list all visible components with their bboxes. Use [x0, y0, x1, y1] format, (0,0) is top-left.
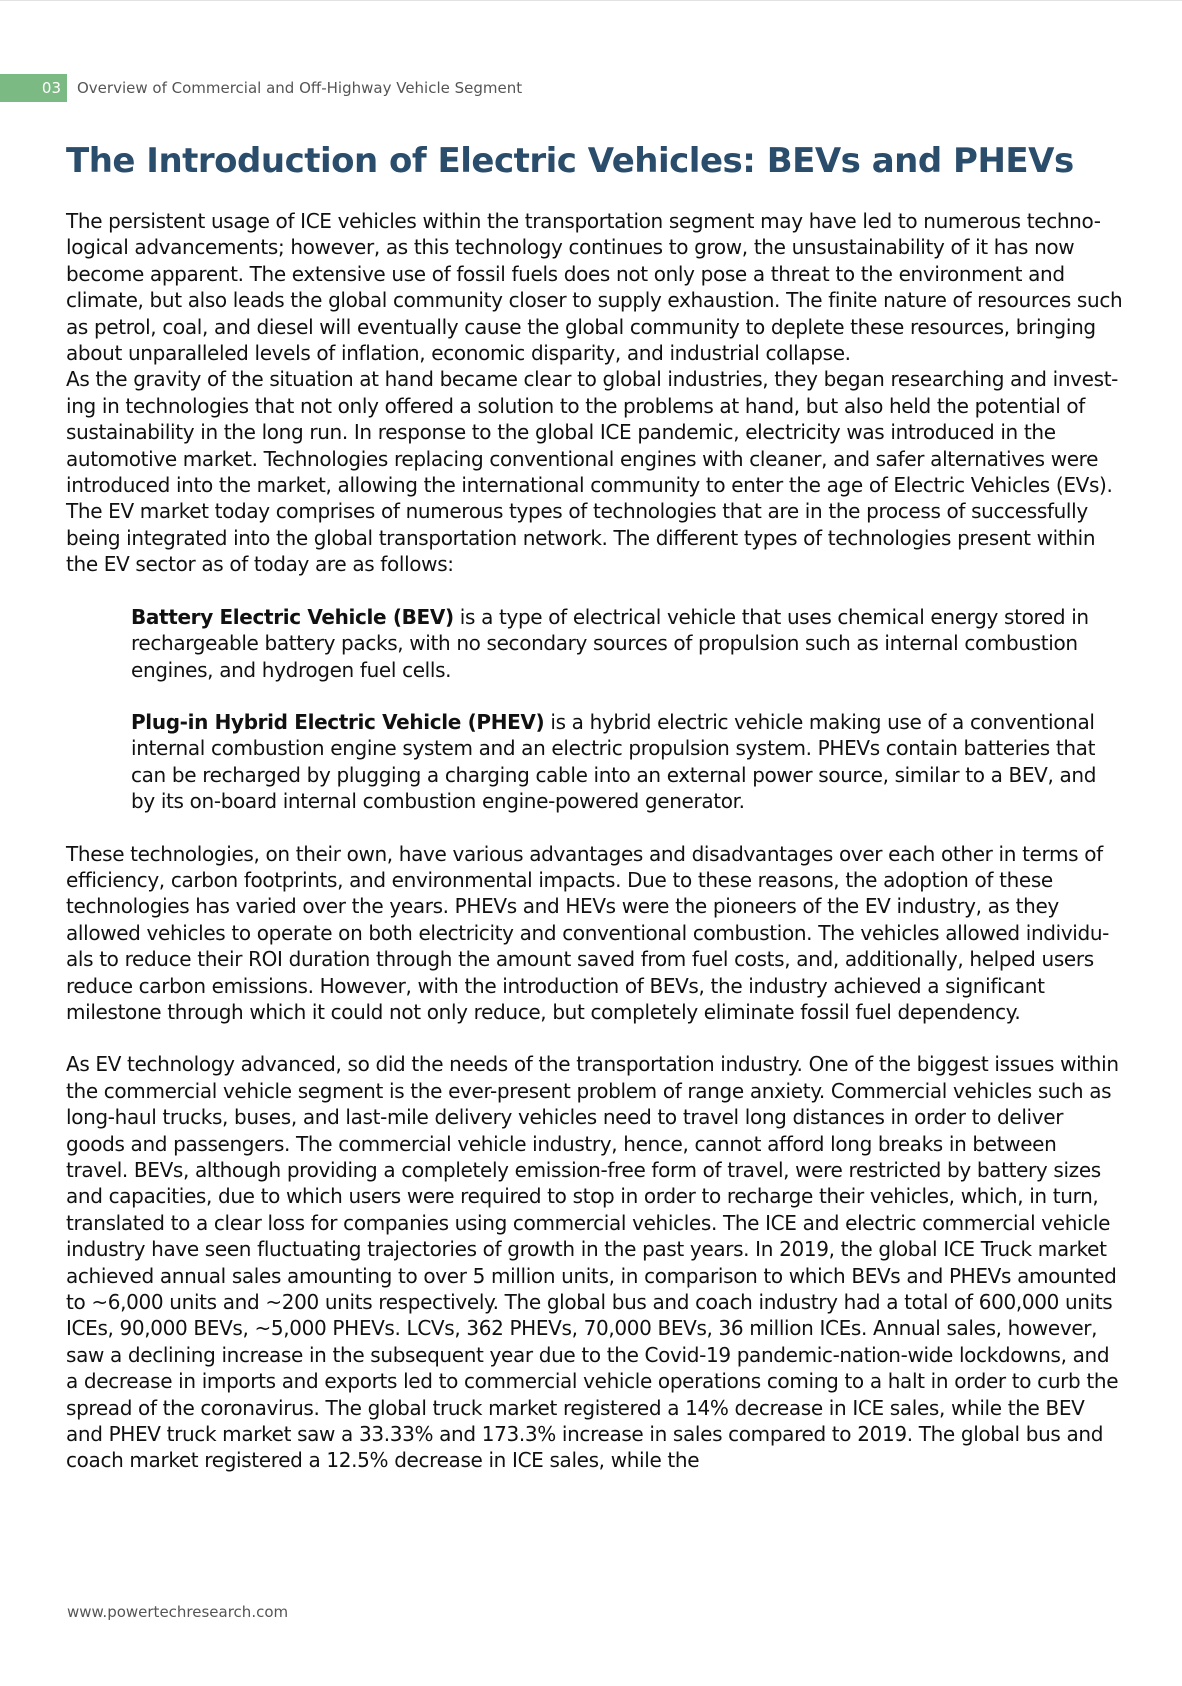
- definition-phev-term: Plug-in Hybrid Electric Vehicle (PHEV): [131, 709, 545, 734]
- article-body: [66, 208, 1124, 1474]
- page-number: 03: [0, 74, 67, 102]
- definition-bev: [66, 604, 1124, 683]
- footer-url[interactable]: www.powertechresearch.com: [67, 1603, 289, 1621]
- definition-phev: [66, 709, 1124, 815]
- section-title: Overview of Commercial and Off-Highway Vehicle Segment: [77, 79, 523, 97]
- definition-bev-term: Battery Electric Vehicle (BEV): [131, 604, 454, 629]
- definition-bev-text: is a type of electrical vehicle that uses chemical energy stored in rechargeable battery packs, with no secondary sources of propulsion such as internal combustion engines, and hydrogen fuel cells.: [131, 604, 1089, 682]
- definition-phev-text: is a hybrid electric vehicle making use of a conventional internal combustion engine system and an electric propulsion system. PHEVs contain batteries that can be recharged by plugging a charging cable into an external power source, similar to a BEV, and by its on-board internal combustion engine-powered generator.: [131, 709, 1097, 814]
- paragraph-range-anxiety: As EV technology advanced, so did the needs of the transportation industry. One of the biggest issues within the commercial vehicle segment is the ever-present problem of range anxiety. Commercial vehicles such as long-haul trucks, buses, and last-mile delivery vehicles need to travel long distances in order to deliver goods and passengers. The commercial vehicle industry, hence, cannot afford long breaks in between travel. BEVs, although providing a completely emission-free form of travel, were restricted by battery sizes and capacities, due to which users were required to stop in order to recharge their vehicles, which, in turn, translated to a clear loss for companies using commercial vehicles. The ICE and electric commercial vehicle industry have seen fluctuating trajectories of growth in the past years. In 2019, the global ICE Truck market achieved annual sales amounting to over 5 million units, in comparison to which BEVs and PHEVs amounted to ~6,000 units and ~200 units respectively. The global bus and coach industry had a total of 600,000 units ICEs, 90,000 BEVs, ~5,000 PHEVs. LCVs, 362 PHEVs, 70,000 BEVs, 36 million ICEs. Annual sales, however, saw a declining increase in the subsequent year due to the Covid-19 pandemic-nation-wide lockdowns, and a decrease in imports and exports led to commercial vehicle operations coming to a halt in order to curb the spread of the coronavirus. The global truck market registered a 14% decrease in ICE sales, while the BEV and PHEV truck market saw a 33.33% and 173.3% increase in sales compared to 2019. The global bus and coach market registered a 12.5% decrease in ICE sales, while the: [66, 1052, 1119, 1473]
- paragraph-gravity: As the gravity of the situation at hand became clear to global industries, they began researching and invest-ing in technologies that not only offered a solution to the problems at hand, but also held the potential of sustainability in the long run. In response to the global ICE pandemic, electricity was introduced in the automotive market. Technologies replacing conventional engines with cleaner, and safer alternatives were introduced into the market, allowing the international community to enter the age of Electric Vehicles (EVs).: [66, 367, 1119, 498]
- paragraph-intro: The persistent usage of ICE vehicles within the transportation segment may have led to numerous techno-logical advancements; however, as this technology continues to grow, the unsustainability of it has now become apparent. The extensive use of fossil fuels does not only pose a threat to the environment and climate, but also leads the global community closer to supply exhaustion. The finite nature of resources such as petrol, coal, and diesel will eventually cause the global community to deplete these resources, bringing about unparalleled levels of inflation, economic disparity, and industrial collapse.: [66, 209, 1123, 366]
- paragraph-technologies: These technologies, on their own, have various advantages and disadvantages over each other in terms of efficiency, carbon footprints, and environmental impacts. Due to these reasons, the adoption of these technologies has varied over the years. PHEVs and HEVs were the pioneers of the EV industry, as they allowed vehicles to operate on both electricity and conventional combustion. The vehicles allowed individu-als to reduce their ROI duration through the amount saved from fuel costs, and, additionally, helped users reduce carbon emissions. However, with the introduction of BEVs, the industry achieved a significant milestone through which it could not only reduce, but completely eliminate fossil fuel dependency.: [66, 841, 1110, 1024]
- page-title: The Introduction of Electric Vehicles: BEVs and PHEVs: [66, 141, 1074, 181]
- top-rule: [0, 0, 1182, 1]
- page-header: [0, 74, 522, 102]
- paragraph-ev-market: The EV market today comprises of numerous types of technologies that are in the process of successfully being integrated into the global transportation network. The different types of technologies present within the EV sector as of today are as follows:: [66, 499, 1096, 577]
